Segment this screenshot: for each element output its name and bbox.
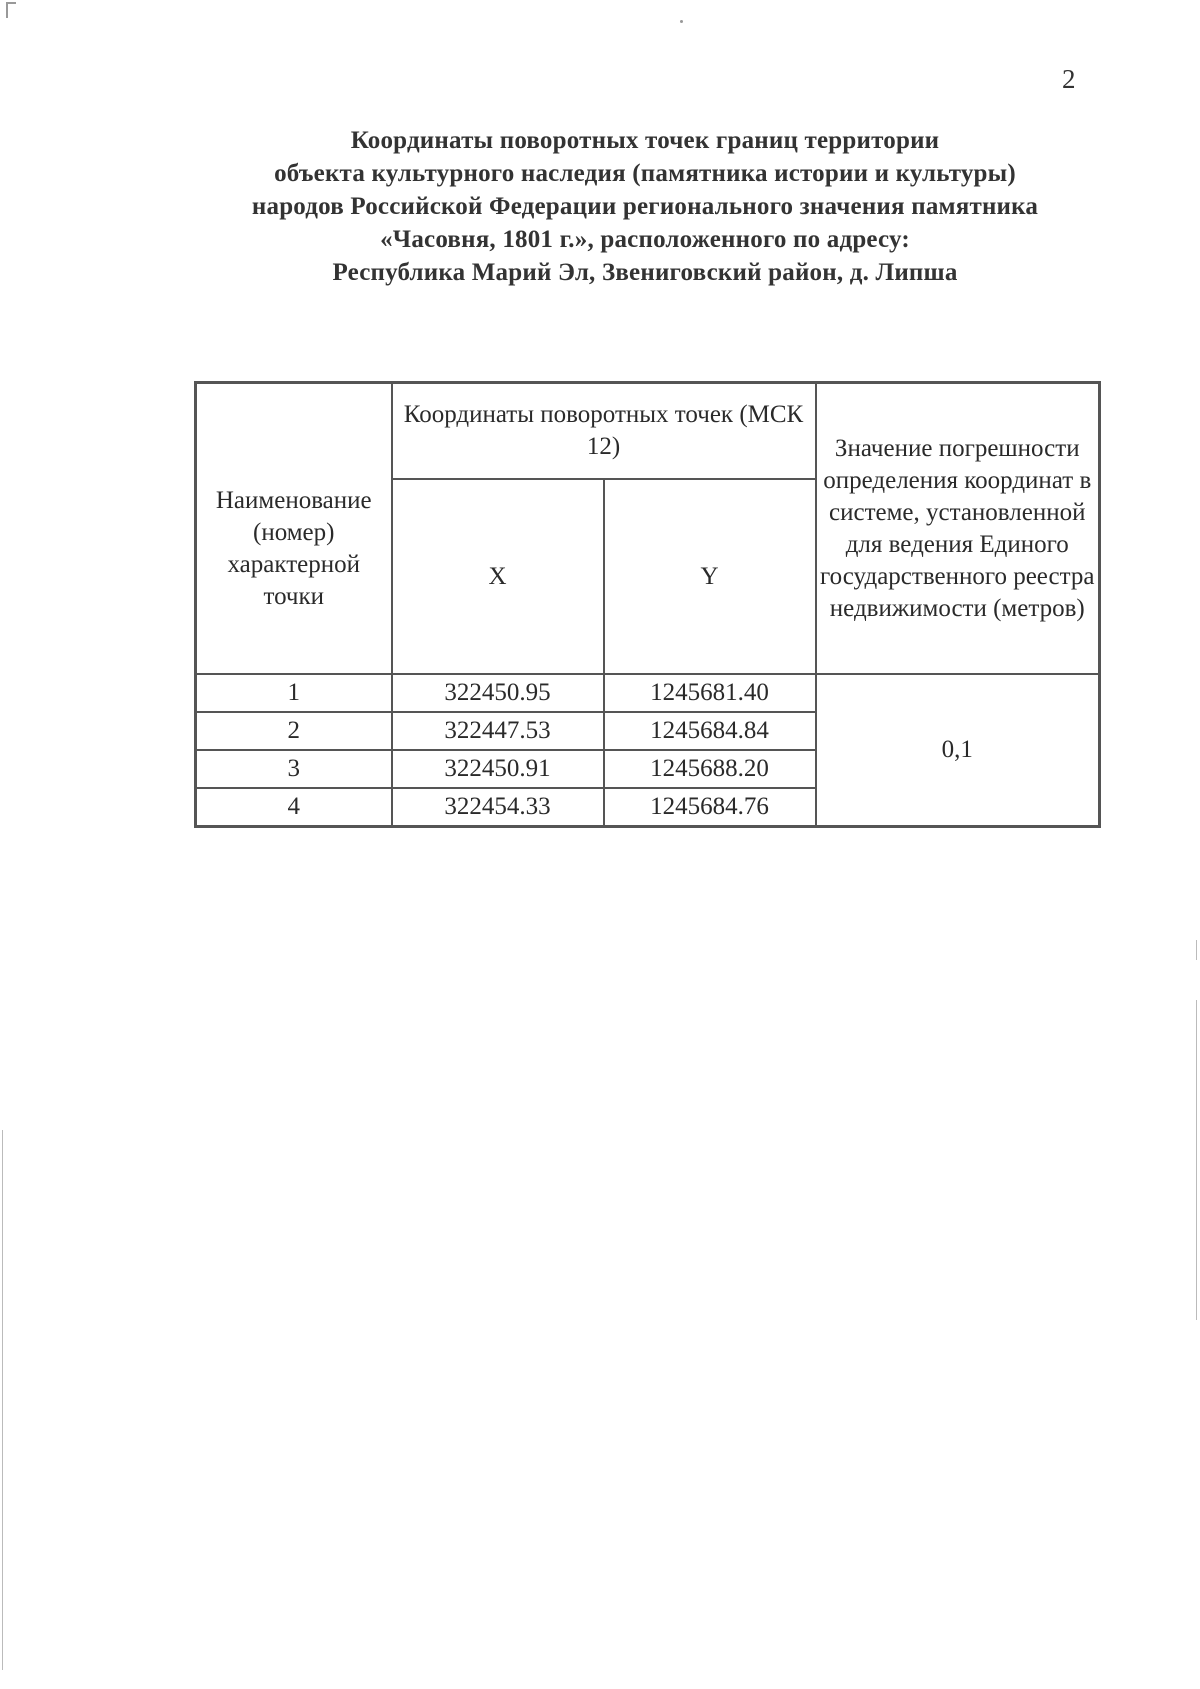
title-line: «Часовня, 1801 г.», расположенного по адресу: xyxy=(380,226,910,253)
point-number: 1 xyxy=(196,674,392,712)
header-point-name: Наименование (номер) характерной точки xyxy=(196,383,392,675)
point-y: 1245684.84 xyxy=(604,712,816,750)
title-line: Республика Марий Эл, Звениговский район, д. Липша xyxy=(332,259,958,286)
point-x: 322450.95 xyxy=(392,674,604,712)
scan-line-right-2 xyxy=(1196,1000,1197,1320)
scan-line-right-1 xyxy=(1196,940,1197,960)
header-coordinates: Координаты поворотных точек (МСК 12) xyxy=(392,383,816,480)
point-number: 2 xyxy=(196,712,392,750)
point-y: 1245681.40 xyxy=(604,674,816,712)
header-row xyxy=(196,383,1100,480)
header-x: X xyxy=(392,479,604,674)
point-x: 322447.53 xyxy=(392,712,604,750)
scan-line-left xyxy=(2,1130,3,1670)
error-value: 0,1 xyxy=(816,674,1100,827)
scan-corner-mark xyxy=(6,2,16,18)
point-x: 322450.91 xyxy=(392,750,604,788)
title-line: Координаты поворотных точек границ территории xyxy=(350,127,940,154)
point-y: 1245684.76 xyxy=(604,788,816,827)
scan-dot xyxy=(680,20,683,23)
page-number: 2 xyxy=(1062,64,1076,94)
header-y: Y xyxy=(604,479,816,674)
table-row xyxy=(196,674,1100,712)
title-line: народов Российской Федерации регионального значения памятника xyxy=(251,193,1039,220)
point-y: 1245688.20 xyxy=(604,750,816,788)
title-line: объекта культурного наследия (памятника истории и культуры) xyxy=(274,160,1016,187)
point-number: 4 xyxy=(196,788,392,827)
document-title xyxy=(150,124,1140,289)
point-number: 3 xyxy=(196,750,392,788)
point-x: 322454.33 xyxy=(392,788,604,827)
coordinates-table xyxy=(194,381,1101,828)
header-error: Значение погрешности определения координат в системе, установленной для ведения Единого государственного реестра недвижимости (метров) xyxy=(816,383,1100,675)
